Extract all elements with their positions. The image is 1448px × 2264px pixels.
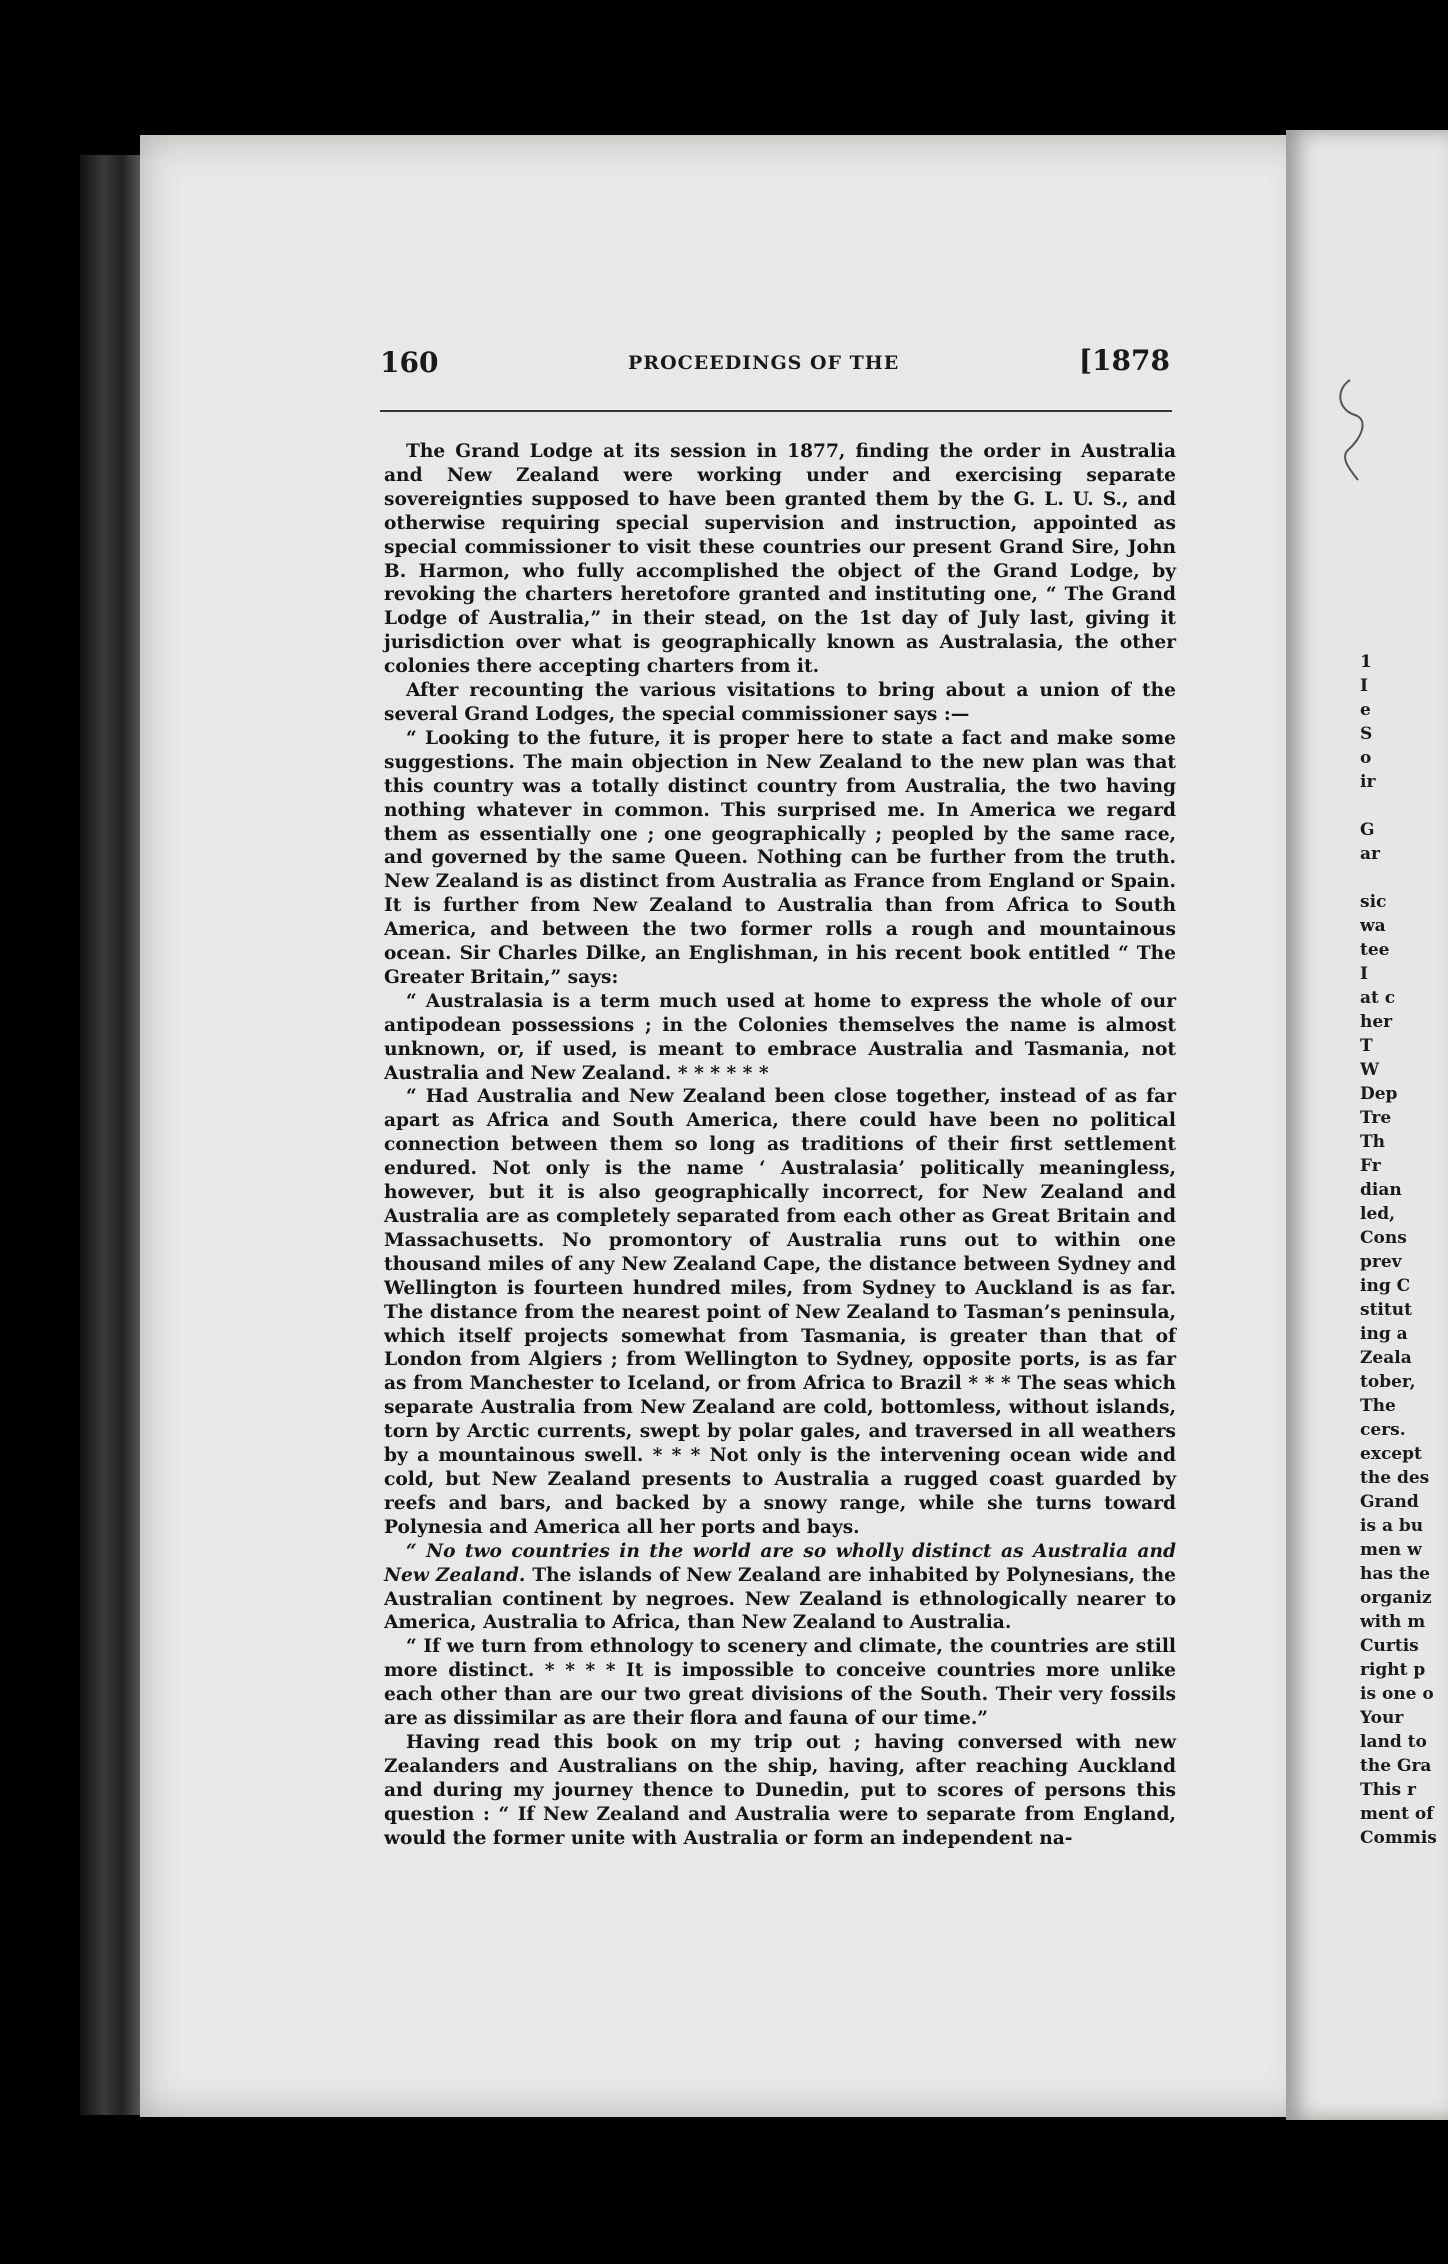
- page-number: 160: [380, 346, 439, 379]
- facing-page-line: is one o: [1360, 1684, 1434, 1704]
- facing-page-line: [1360, 794, 1448, 818]
- facing-page-line: cers.: [1360, 1420, 1406, 1440]
- facing-page-line: Th: [1360, 1132, 1386, 1152]
- facing-page-line: 1: [1360, 652, 1372, 672]
- facing-page-line: ment of: [1360, 1804, 1434, 1824]
- quote-paragraph: “ If we turn from ethnology to scenery and climate, the countries are still more distinct. * * * * It is impossible to conceive countries more unlike each other than are our two great divisions of the South. Their very fossils are as dissimilar as are their flora and fauna of our time.”: [384, 1636, 1176, 1730]
- year-label: [1878: [1078, 344, 1170, 377]
- facing-page-line: ar: [1360, 844, 1380, 864]
- facing-page-line: men w: [1360, 1540, 1422, 1560]
- running-title: PROCEEDINGS OF THE: [628, 352, 900, 374]
- facing-page-line: at c: [1360, 988, 1396, 1008]
- facing-page-line: is a bu: [1360, 1516, 1424, 1536]
- facing-page-line: o: [1360, 748, 1372, 768]
- facing-page-line: T: [1360, 1036, 1373, 1056]
- body-text: [384, 440, 1176, 1850]
- facing-page-line: I: [1360, 676, 1368, 696]
- pencil-mark-icon: [1330, 370, 1380, 510]
- facing-page-line: Grand: [1360, 1492, 1419, 1512]
- facing-page-line: the Gra: [1360, 1756, 1432, 1776]
- facing-page-line: S: [1360, 724, 1373, 744]
- facing-page-line: tee: [1360, 940, 1390, 960]
- facing-page-line: Commis: [1360, 1828, 1437, 1848]
- facing-page-line: e: [1360, 700, 1371, 720]
- facing-page-line: organiz: [1360, 1588, 1432, 1608]
- facing-page-line: wa: [1360, 916, 1386, 936]
- facing-page-line: with m: [1360, 1612, 1426, 1632]
- italic-emphasis: “ No two countries in the world are so wholly distinct as Australia and New Zealand.: [384, 1540, 1176, 1586]
- facing-page-line: W: [1360, 1060, 1380, 1080]
- quote-paragraph: [384, 1540, 1176, 1636]
- facing-page-line: right p: [1360, 1660, 1426, 1680]
- facing-page-line: I: [1360, 964, 1368, 984]
- facing-page-line: land to: [1360, 1732, 1427, 1752]
- facing-page-line: ing C: [1360, 1276, 1411, 1296]
- book-spine: [80, 155, 140, 2115]
- facing-page-line: prev: [1360, 1252, 1402, 1272]
- quote-paragraph: “ Australasia is a term much used at home to express the whole of our antipodean possessions ; in the Colonies themselves the name is almost unknown, or, if used, is meant to embrace Australia and Tasmania, not Australia and New Zealand. * * * * * *: [384, 990, 1176, 1084]
- facing-page-line: except: [1360, 1444, 1422, 1464]
- quote-paragraph: “ Looking to the future, it is proper here to state a fact and make some suggestions. The main objection in New Zealand to the new plan was that this country was a totally distinct country from Australia, the two having nothing whatever in common. This surprised me. In America we regard them as essentially one ; one geographically ; peopled by the same race, and governed by the same Queen. Nothing can be further from the truth. New Zealand is as distinct from Australia as France from England or Spain. It is further from New Zealand to Australia than from Africa to South America, and between the two former rolls a rough and mountainous ocean. Sir Charles Dilke, an Englishman, in his recent book entitled “ The Greater Britain,” says:: [384, 727, 1176, 988]
- facing-page-line: has the: [1360, 1564, 1430, 1584]
- facing-page-line: sic: [1360, 892, 1387, 912]
- facing-page-line: tober,: [1360, 1372, 1416, 1392]
- facing-page-text: [1360, 650, 1448, 1850]
- facing-page-line: Curtis: [1360, 1636, 1419, 1656]
- header-rule: [380, 410, 1172, 412]
- facing-page-line: Your: [1360, 1708, 1404, 1728]
- facing-page-line: stitut: [1360, 1300, 1412, 1320]
- facing-page-line: her: [1360, 1012, 1393, 1032]
- facing-page-line: Dep: [1360, 1084, 1398, 1104]
- facing-page-line: the des: [1360, 1468, 1430, 1488]
- facing-page-line: ir: [1360, 772, 1376, 792]
- facing-page-line: Zeala: [1360, 1348, 1412, 1368]
- facing-page-line: led,: [1360, 1204, 1396, 1224]
- facing-page-line: Fr: [1360, 1156, 1381, 1176]
- facing-page-line: [1360, 866, 1448, 890]
- facing-page-line: The: [1360, 1396, 1396, 1416]
- facing-page-line: ing a: [1360, 1324, 1408, 1344]
- paragraph-continuation: The islands of New Zealand are inhabited by Polynesians, the Australian continent by negroes. New Zealand is ethnologically nearer to America, Australia to Africa, than New Zealand to Australia.: [384, 1564, 1176, 1634]
- facing-page-line: Cons: [1360, 1228, 1407, 1248]
- facing-page-line: This r: [1360, 1780, 1416, 1800]
- facing-page-line: Tre: [1360, 1108, 1392, 1128]
- quote-paragraph: “ Had Australia and New Zealand been close together, instead of as far apart as Africa and South America, there could have been no political connection between them so long as traditions of their first settlement endured. Not only is the name ‘ Australasia’ politically meaningless, however, but it is also geographically incorrect, for New Zealand and Australia are as completely separated from each other as Great Britain and Massachusetts. No promontory of Australia runs out to within one thousand miles of any New Zealand Cape, the distance between Sydney and Wellington is fourteen hundred miles, from Sydney to Auckland is as far. The distance from the nearest point of New Zealand to Tasman’s peninsula, which itself projects somewhat from Tasmania, is greater than that of London from Algiers ; from Wellington to Sydney, opposite ports, is as far as from Manchester to Iceland, or from Africa to Brazil * * * The seas which separate Australia from New Zealand are cold, bottomless, without islands, torn by Arctic currents, swept by polar gales, and traversed in all weathers by a mountainous swell. * * * Not only is the intervening ocean wide and cold, but New Zealand presents to Australia a rugged coast guarded by reefs and bars, and backed by a snowy range, while she turns toward Polynesia and America all her ports and bays.: [384, 1086, 1176, 1538]
- facing-page-line: G: [1360, 820, 1375, 840]
- paragraph: After recounting the various visitations to bring about a union of the several Grand Lodges, the special commissioner says :—: [384, 680, 1176, 725]
- page-header: [380, 346, 1170, 386]
- paragraph: The Grand Lodge at its session in 1877, finding the order in Australia and New Zealand were working under and exercising separate sovereignties supposed to have been granted them by the G. L. U. S., and otherwise requiring special supervision and instruction, appointed as special commissioner to visit these countries our present Grand Sire, John B. Harmon, who fully accomplished the object of the Grand Lodge, by revoking the charters heretofore granted and instituting one, “ The Grand Lodge of Australia,” in their stead, on the 1st day of July last, giving it jurisdiction over what is geographically known as Australasia, the other colonies there accepting charters from it.: [384, 441, 1176, 678]
- paragraph: Having read this book on my trip out ; having conversed with new Zealanders and Australians on the ship, having, after reaching Auckland and during my journey thence to Dunedin, put to scores of persons this question : “ If New Zealand and Australia were to separate from England, would the former unite with Australia or form an independent na-: [384, 1731, 1176, 1849]
- facing-page-line: dian: [1360, 1180, 1402, 1200]
